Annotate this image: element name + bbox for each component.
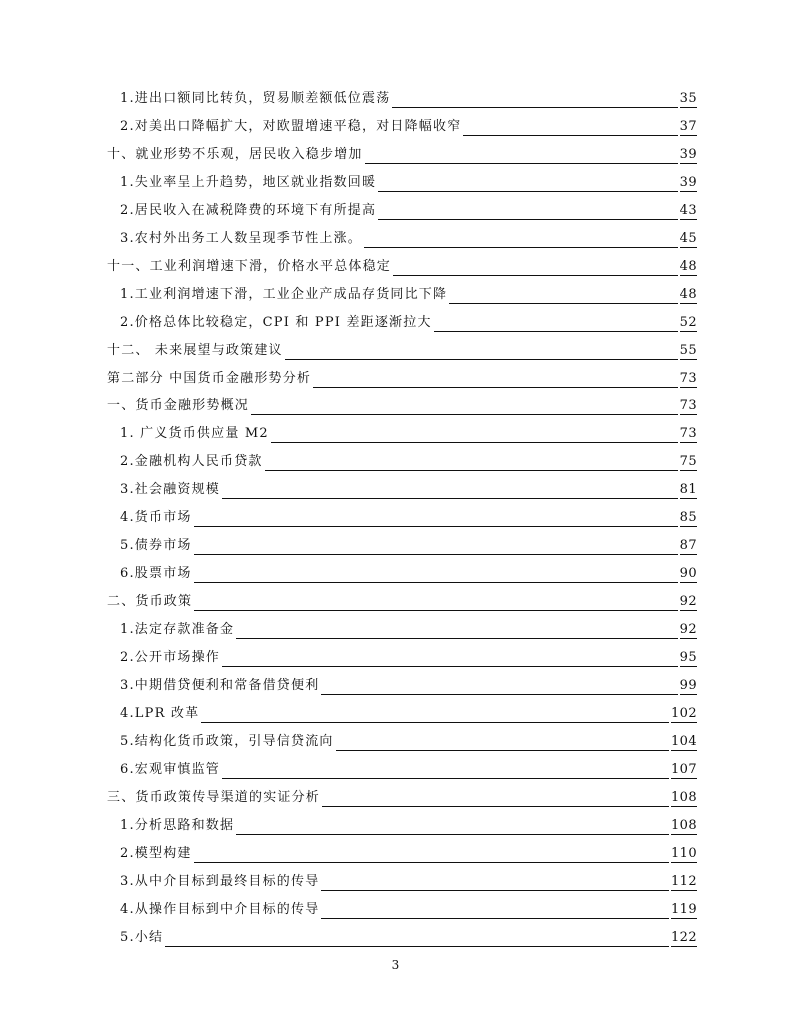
toc-entry-page: 48 — [679, 286, 697, 302]
toc-entry[interactable] — [120, 675, 697, 695]
toc-leader-line — [392, 106, 677, 108]
toc-entry-page: 102 — [670, 705, 697, 721]
toc-leader-line — [378, 190, 677, 192]
toc-entry[interactable] — [120, 927, 697, 947]
toc-entry[interactable] — [120, 871, 697, 891]
toc-entry[interactable] — [120, 619, 697, 639]
toc-entry[interactable] — [120, 423, 697, 443]
toc-leader-line — [271, 441, 678, 443]
toc-entry[interactable] — [120, 116, 697, 136]
toc-entry-page: 43 — [679, 202, 697, 218]
toc-entry-title: 十二、 未来展望与政策建议 — [107, 342, 283, 358]
toc-entry-page: 55 — [679, 342, 697, 358]
toc-leader-line — [321, 889, 669, 891]
toc-entry[interactable] — [120, 563, 697, 583]
toc-entry-title: 2.居民收入在减税降费的环境下有所提高 — [120, 202, 377, 218]
toc-entry[interactable] — [120, 88, 697, 108]
toc-entry-title: 十一、工业利润增速下滑，价格水平总体稳定 — [107, 258, 392, 274]
toc-entry-title: 一、货币金融形势概况 — [107, 398, 250, 414]
toc-entry[interactable] — [120, 759, 697, 779]
toc-entry-page: 108 — [670, 817, 697, 833]
toc-entry[interactable] — [107, 787, 697, 807]
toc-entry-title: 1.进出口额同比转负，贸易顺差额低位震荡 — [120, 91, 391, 106]
page-number: 3 — [391, 958, 400, 972]
toc-entry[interactable] — [120, 451, 697, 471]
toc-entry[interactable] — [120, 843, 697, 863]
toc-leader-line — [434, 330, 678, 332]
toc-leader-line — [222, 777, 669, 779]
toc-entry-page: 108 — [670, 789, 697, 805]
toc-leader-line — [321, 917, 669, 919]
toc-entry[interactable] — [107, 144, 697, 164]
toc-leader-line — [463, 134, 677, 136]
toc-entry-page: 122 — [670, 929, 697, 945]
toc-entry-page: 95 — [679, 650, 697, 665]
toc-leader-line — [222, 497, 678, 499]
toc-leader-line — [449, 302, 677, 304]
toc-entry[interactable] — [120, 507, 697, 527]
toc-leader-line — [194, 581, 678, 583]
toc-entry-title: 1. 广义货币供应量 M2 — [120, 426, 269, 442]
toc-leader-line — [393, 274, 678, 276]
toc-leader-line — [222, 665, 678, 667]
toc-entry[interactable] — [120, 731, 697, 751]
toc-entry-page: 112 — [670, 873, 697, 889]
toc-entry-page: 90 — [679, 566, 697, 582]
toc-entry[interactable] — [120, 815, 697, 835]
toc-entry-title: 2.公开市场操作 — [120, 650, 221, 665]
toc-entry[interactable] — [120, 284, 697, 304]
toc-entry-page: 107 — [670, 761, 697, 777]
toc-entry-title: 十、就业形势不乐观，居民收入稳步增加 — [107, 146, 363, 162]
toc-entry-title: 3.农村外出务工人数呈现季节性上涨。 — [120, 230, 363, 246]
toc-leader-line — [321, 693, 677, 695]
toc-leader-line — [378, 218, 677, 220]
toc-entry-page: 75 — [679, 454, 697, 470]
toc-entry-title: 4.货币市场 — [120, 510, 192, 526]
toc-entry-title: 4.从操作目标到中介目标的传导 — [120, 901, 320, 917]
toc-leader-line — [265, 469, 678, 471]
toc-entry-page: 35 — [679, 91, 697, 106]
toc-leader-line — [194, 525, 678, 527]
toc-leader-line — [165, 945, 669, 947]
toc-leader-line — [313, 386, 678, 388]
toc-entry[interactable] — [120, 312, 697, 332]
toc-entry[interactable] — [107, 395, 697, 415]
toc-entry-title: 3.中期借贷便利和常备借贷便利 — [120, 677, 320, 693]
toc-entry-page: 48 — [679, 258, 697, 274]
toc-entry-title: 5.债券市场 — [120, 538, 192, 554]
toc-entry[interactable] — [107, 591, 697, 611]
toc-entry-title: 1.工业利润增速下滑，工业企业产成品存货同比下降 — [120, 286, 448, 302]
toc-entry-title: 二、货币政策 — [107, 594, 193, 610]
toc-entry[interactable] — [120, 200, 697, 220]
toc-entry[interactable] — [107, 368, 697, 388]
toc-entry[interactable] — [120, 899, 697, 919]
toc-entry-page: 92 — [679, 622, 697, 637]
toc-entry-page: 104 — [670, 733, 697, 749]
toc-leader-line — [194, 553, 678, 555]
toc-entry-page: 39 — [679, 146, 697, 162]
toc-entry-page: 119 — [670, 901, 697, 917]
toc-entry-page: 85 — [679, 510, 697, 526]
toc-entry-title: 三、货币政策传导渠道的实证分析 — [107, 789, 321, 805]
toc-entry[interactable] — [107, 340, 697, 360]
toc-entry-page: 92 — [679, 594, 697, 610]
toc-entry-title: 5.结构化货币政策，引导信贷流向 — [120, 733, 334, 749]
toc-entry-title: 2.价格总体比较稳定，CPI 和 PPI 差距逐渐拉大 — [120, 314, 432, 330]
toc-entry[interactable] — [120, 172, 697, 192]
toc-entry-page: 45 — [679, 230, 697, 246]
toc-leader-line — [201, 721, 669, 723]
toc-entry-page: 52 — [679, 314, 697, 330]
toc-entry[interactable] — [107, 256, 697, 276]
toc-entry-title: 3.社会融资规模 — [120, 482, 221, 498]
toc-entry[interactable] — [120, 535, 697, 555]
toc-entry-title: 3.从中介目标到最终目标的传导 — [120, 873, 320, 889]
toc-entry-title: 5.小结 — [120, 929, 164, 945]
toc-entry[interactable] — [120, 228, 697, 248]
toc-leader-line — [285, 358, 678, 360]
toc-entry[interactable] — [120, 703, 697, 723]
toc-entry-page: 87 — [679, 538, 697, 554]
toc-entry-title: 1.法定存款准备金 — [120, 622, 235, 637]
toc-entry-page: 73 — [679, 398, 697, 414]
toc-entry[interactable] — [120, 647, 697, 667]
toc-entry-page: 99 — [679, 677, 697, 693]
toc-leader-line — [251, 413, 678, 415]
toc-entry-title: 4.LPR 改革 — [120, 705, 200, 721]
toc-entry-title: 第二部分 中国货币金融形势分析 — [107, 370, 312, 386]
toc-leader-line — [364, 246, 678, 248]
toc-entry-page: 81 — [679, 482, 697, 498]
toc-entry-page: 39 — [679, 174, 697, 190]
toc-entry-title: 2.模型构建 — [120, 845, 192, 861]
toc-entry-page: 73 — [679, 370, 697, 386]
toc-leader-line — [365, 162, 678, 164]
toc-entry-title: 2.对美出口降幅扩大，对欧盟增速平稳，对日降幅收窄 — [120, 119, 462, 134]
toc-entry-page: 37 — [679, 119, 697, 134]
toc-entry[interactable] — [120, 479, 697, 499]
toc-entry-title: 1.失业率呈上升趋势，地区就业指数回暖 — [120, 174, 377, 190]
toc-entry-title: 6.股票市场 — [120, 566, 192, 582]
toc-leader-line — [194, 861, 669, 863]
toc-entry-title: 6.宏观审慎监管 — [120, 761, 221, 777]
toc-entry-title: 1.分析思路和数据 — [120, 817, 235, 833]
toc-entry-title: 2.金融机构人民币贷款 — [120, 454, 263, 470]
toc-leader-line — [236, 637, 677, 639]
toc-entry-page: 73 — [679, 426, 697, 442]
toc-leader-line — [336, 749, 669, 751]
toc-entry-page: 110 — [670, 845, 697, 861]
toc-leader-line — [322, 805, 669, 807]
toc-leader-line — [194, 609, 677, 611]
toc-leader-line — [236, 833, 669, 835]
